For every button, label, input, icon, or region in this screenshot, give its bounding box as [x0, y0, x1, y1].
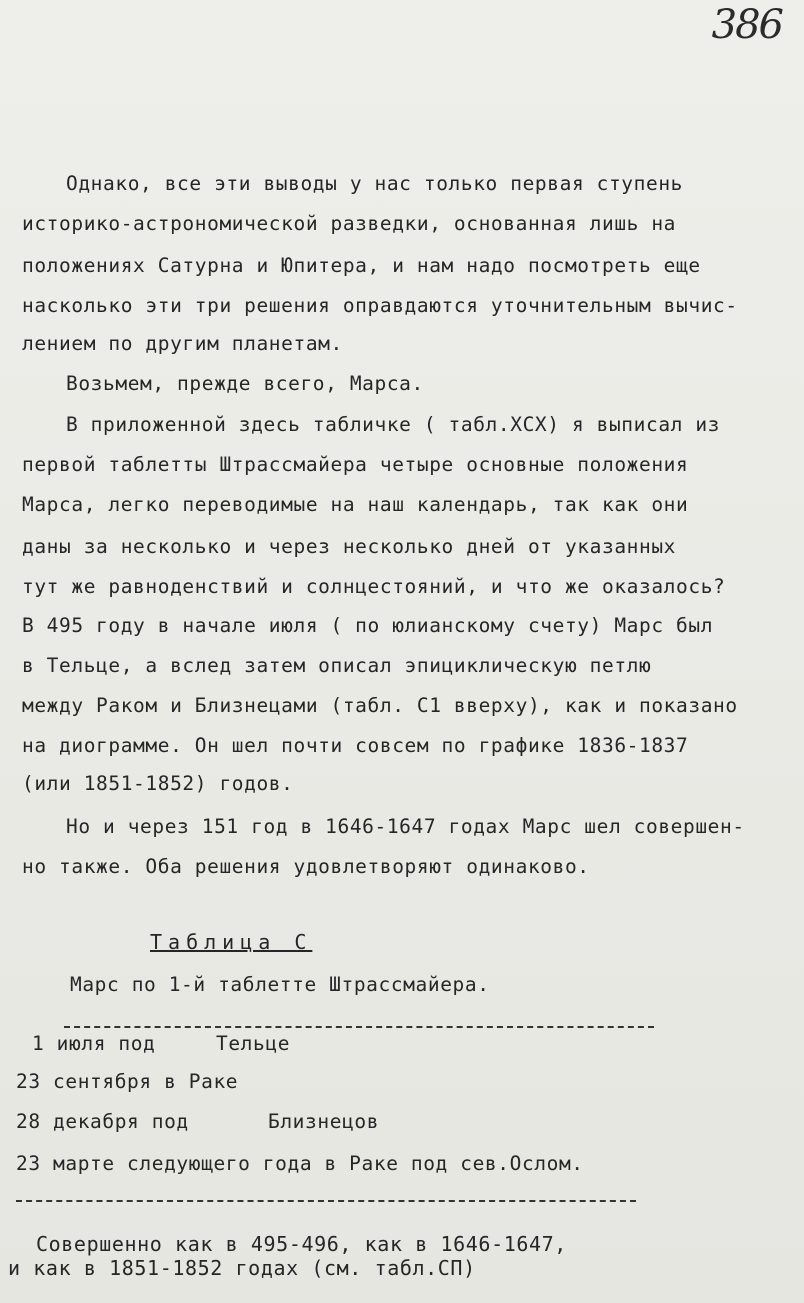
- text-line: тут же равноденствий и солнцестояний, и что же оказалось?: [22, 575, 726, 598]
- table-cell-date: 1 июля под: [32, 1032, 156, 1055]
- text-line: положениях Сатурна и Юпитера, и нам надо посмотреть еще: [22, 254, 701, 277]
- table-bottom-rule: [16, 1200, 636, 1202]
- table-cell-position: Близнецов: [268, 1110, 380, 1133]
- text-line: В приложенной здесь табличке ( табл.XCX) я выписал из: [66, 413, 721, 436]
- text-line: Возьмем, прежде всего, Марса.: [66, 372, 424, 395]
- text-line: в Тельце, а вслед затем описал эпициклическую петлю: [22, 654, 652, 677]
- table-row: [0, 1110, 804, 1136]
- text-line: Но и через 151 год в 1646-1647 годах Марс шел совершен-: [66, 815, 745, 838]
- table-top-rule: [64, 1026, 654, 1028]
- text-line: между Раком и Близнецами (табл. C1 вверху), как и показано: [22, 694, 738, 717]
- table-footnote-line: Совершенно как в 495-496, как в 1646-1647,: [36, 1232, 567, 1256]
- text-line: но также. Оба решения удовлетворяют одинаково.: [22, 855, 590, 878]
- text-line: Однако, все эти выводы у нас только первая ступень: [66, 172, 683, 195]
- table-cell-date: 23 сентября в Раке: [16, 1070, 239, 1093]
- table-cell-date: 28 декабря под: [16, 1110, 189, 1133]
- text-line: насколько эти три решения оправдаются уточнительным вычис-: [22, 294, 738, 317]
- text-line: (или 1851-1852) годов.: [22, 772, 294, 795]
- table-footnote-line: и как в 1851-1852 годах (см. табл.СП): [8, 1256, 476, 1280]
- table-cell-date: 23 марте следующего года в Раке под сев.Ослом.: [16, 1152, 584, 1175]
- table-row: [0, 1070, 804, 1096]
- text-line: на диограмме. Он шел почти совсем по графике 1836-1837: [22, 734, 689, 757]
- text-line: первой таблетты Штрассмайера четыре основные положения: [22, 453, 689, 476]
- text-line: лением по другим планетам.: [22, 332, 343, 355]
- text-line: историко-астрономической разведки, основанная лишь на: [22, 212, 677, 235]
- table-row: [0, 1032, 804, 1058]
- text-line: В 495 году в начале июля ( по юлианскому счету) Марс был: [22, 614, 714, 637]
- table-row: [0, 1152, 804, 1178]
- text-line: Марса, легко переводимые на наш календарь, так как они: [22, 493, 689, 516]
- table-subtitle: Марс по 1-й таблетте Штрассмайера.: [70, 973, 490, 996]
- table-title: Таблица C: [150, 930, 313, 954]
- table-cell-position: Тельце: [216, 1032, 291, 1055]
- text-line: даны за несколько и через несколько дней от указанных: [22, 535, 677, 558]
- page-number: 386: [711, 2, 782, 48]
